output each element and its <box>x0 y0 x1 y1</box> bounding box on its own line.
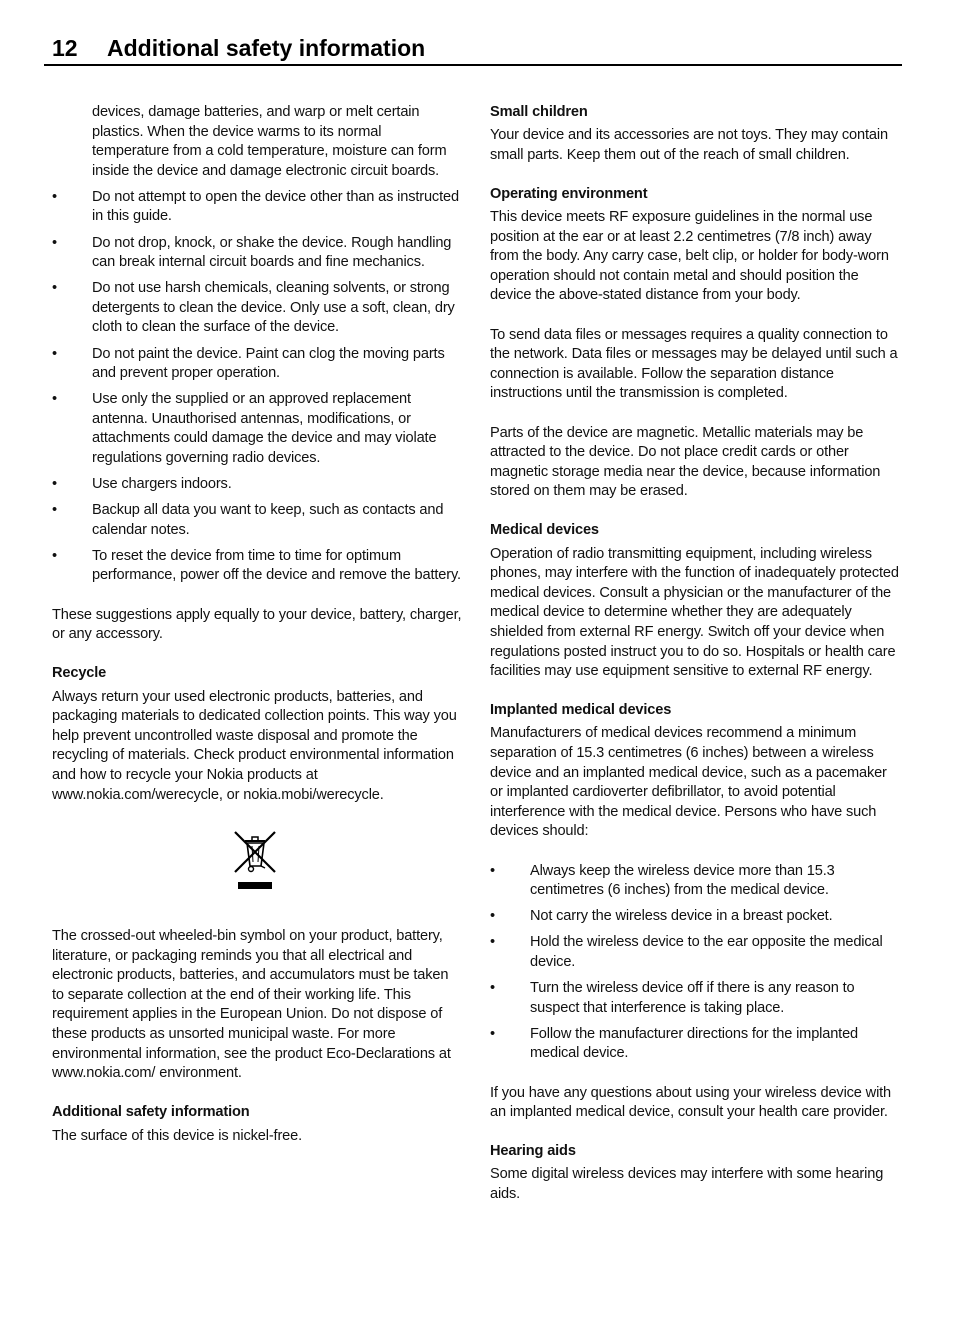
magnetic-parts-paragraph: Parts of the device are magnetic. Metallic materials may be attracted to the device. Do not place credit cards or other magnetic storage media near the device, because information stored on them may be erased. <box>490 424 881 500</box>
spacer <box>490 842 900 862</box>
list-item <box>52 234 462 273</box>
list-item <box>490 1025 900 1064</box>
list-item <box>52 475 462 495</box>
spacer <box>52 1084 462 1104</box>
list-item-text: Hold the wireless device to the ear opposite the medical device. <box>530 934 883 970</box>
list-item <box>52 345 462 384</box>
hearing-aids-paragraph: Some digital wireless devices may interfere with some hearing aids. <box>490 1166 884 1202</box>
list-item-text: Follow the manufacturer directions for the implanted medical device. <box>530 1025 859 1062</box>
recycle-paragraph: Always return your used electronic products, batteries, and packaging materials to dedicated collection points. This way you help prevent uncontrolled waste disposal and promote the recycling of materials. Check product environmental information and how to recycle your Nokia products at www.nokia.com/werecycle, or nokia.mobi/werecycle. <box>52 688 457 803</box>
spacer <box>52 586 462 606</box>
additional-heading: Additional safety information <box>52 1104 250 1121</box>
bullet-marker: • <box>52 234 57 251</box>
list-item <box>490 907 900 927</box>
bullet-marker: • <box>52 280 57 297</box>
list-item-text: Not carry the wireless device in a breast pocket. <box>530 908 833 925</box>
list-item-text: Do not attempt to open the device other than as instructed in this guide. <box>92 188 459 225</box>
page-header <box>44 32 902 66</box>
list-item-text: Use only the supplied or an approved replacement antenna. Unauthorised antennas, modifications, or attachments could damage the device and may violate regulations governing radio devices. <box>92 391 437 466</box>
bullet-marker: • <box>52 476 57 493</box>
implanted-devices-heading: Implanted medical devices <box>490 702 672 719</box>
list-item <box>52 279 462 338</box>
implanted-followup-paragraph: If you have any questions about using your wireless device with an implanted medical device, consult your health care provider. <box>490 1084 892 1121</box>
care-bullet-list <box>52 188 462 586</box>
implanted-bullet-list <box>490 862 900 1064</box>
list-item <box>490 979 900 1018</box>
weee-symbol-container <box>52 805 462 927</box>
implanted-devices-paragraph: Manufacturers of medical devices recommend a minimum separation of 15.3 centimetres (6 inches) between a wireless device and an implanted medical device, such as a pacemaker or implanted cardioverter defibrillator, to avoid potential interference with the medical device. Persons who have such devices should: <box>490 725 887 840</box>
list-item-text: Always keep the wireless device more than 15.3 centimetres (6 inches) from the medical device. <box>530 862 835 899</box>
spacer <box>52 645 462 665</box>
list-item-text: Do not paint the device. Paint can clog the moving parts and prevent proper operation. <box>92 345 445 382</box>
suggestions-paragraph: These suggestions apply equally to your device, battery, charger, or any accessory. <box>52 606 462 643</box>
list-item <box>52 547 462 586</box>
spacer <box>490 502 900 522</box>
spacer <box>490 165 900 185</box>
list-item-text: Use chargers indoors. <box>92 476 232 493</box>
bullet-marker: • <box>52 547 57 564</box>
bullet-marker: • <box>490 862 495 879</box>
bullet-marker: • <box>490 1025 495 1042</box>
continued-bullet-text: devices, damage batteries, and warp or melt certain plastics. When the device warms to its normal temperature from a cold temperature, moisture can form inside the device and damage electronic circuit boards. <box>92 104 447 179</box>
list-item-text: To reset the device from time to time for optimum performance, power off the device and remove the battery. <box>92 547 461 584</box>
list-item-text: Do not use harsh chemicals, cleaning solvents, or strong detergents to clean the device. Only use a soft, clean, dry cloth to clean the surface of the device. <box>92 280 455 336</box>
bullet-marker: • <box>52 391 57 408</box>
medical-devices-heading: Medical devices <box>490 522 599 539</box>
list-item <box>52 501 462 540</box>
page-number: 12 <box>52 35 78 61</box>
left-column <box>52 103 462 1146</box>
medical-devices-paragraph: Operation of radio transmitting equipment, including wireless phones, may interfere with the function of inadequately protected medical devices. Consult a physician or the manufacturer of the medical device to determine whether they are adequately shielded from external RF energy. Switch off your device when regulations posted instruct you to do so. Hospitals or health care facilities may use equipment sensitive to external RF energy. <box>490 545 899 680</box>
list-item <box>490 862 900 901</box>
bullet-marker: • <box>52 345 57 362</box>
list-item-text: Backup all data you want to keep, such as contacts and calendar notes. <box>92 502 444 538</box>
data-transmission-paragraph: To send data files or messages requires a quality connection to the network. Data files or messages may be delayed until such a connection is available. Follow the separation distance instructions until the transmission is completed. <box>490 326 898 402</box>
list-item-text: Do not drop, knock, or shake the device. Rough handling can break internal circuit boards and fine mechanics. <box>92 234 452 271</box>
spacer <box>490 1064 900 1084</box>
operating-environment-heading: Operating environment <box>490 185 648 202</box>
hearing-aids-heading: Hearing aids <box>490 1143 576 1160</box>
bullet-marker: • <box>52 188 57 205</box>
list-item <box>52 390 462 468</box>
crossed-out-wheeled-bin-icon <box>232 828 278 892</box>
bullet-marker: • <box>52 502 57 519</box>
bin-paragraph: The crossed-out wheeled-bin symbol on your product, battery, literature, or packaging reminds you that all electrical and electronic products, batteries, and accumulators must be taken to separate collection at the end of their working life. This requirement applies in the European Union. Do not dispose of these products as unsorted municipal waste. For more environmental information, see the product Eco-Declarations at www.nokia.com/ environment. <box>52 928 451 1082</box>
recycle-heading: Recycle <box>52 665 107 682</box>
spacer <box>490 306 900 326</box>
right-column <box>490 103 900 1205</box>
list-item <box>490 933 900 972</box>
small-children-heading: Small children <box>490 104 588 120</box>
small-children-paragraph: Your device and its accessories are not toys. They may contain small parts. Keep them out of the reach of small children. <box>490 127 888 163</box>
spacer <box>490 1123 900 1143</box>
spacer <box>490 682 900 702</box>
operating-environment-paragraph: This device meets RF exposure guidelines in the normal use position at the ear or at least 2.2 centimetres (7/8 inch) away from the body. Any carry case, belt clip, or holder for body-worn operation should not contain metal and should position the device the above-stated distance from your body. <box>490 208 889 304</box>
bullet-marker: • <box>490 908 495 925</box>
bullet-marker: • <box>490 980 495 997</box>
list-item <box>52 188 462 227</box>
spacer <box>490 404 900 424</box>
list-item-text: Turn the wireless device off if there is any reason to suspect that interference is taking place. <box>530 980 855 1016</box>
bullet-marker: • <box>490 934 495 951</box>
additional-paragraph: The surface of this device is nickel-free. <box>52 1127 303 1144</box>
page-title: Additional safety information <box>107 35 426 61</box>
